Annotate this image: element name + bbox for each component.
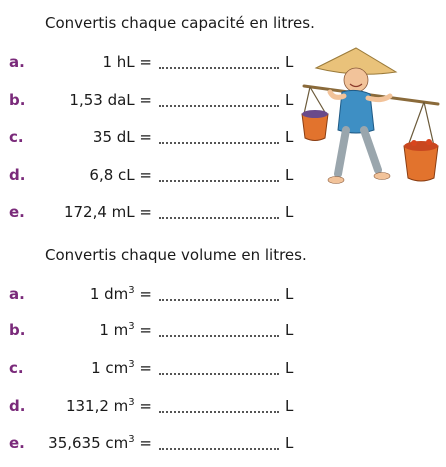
answer-blank[interactable] [159,299,279,301]
item-letter: d. [9,397,26,415]
item-letter: e. [9,434,25,452]
exercise-row-2e [0,434,300,456]
item-letter: a. [9,53,25,71]
exercise-row-1c [0,128,300,150]
item-unit: L [285,128,294,146]
exercise-row-2b [0,321,300,343]
item-unit: L [285,91,294,109]
item-unit: L [285,321,294,339]
item-expression: 1 $dm^3$ = [89,285,152,303]
answer-blank[interactable] [159,411,279,413]
item-unit: L [285,434,294,452]
water-carrier-boy-icon [298,46,442,192]
item-letter: d. [9,166,26,184]
item-expression: 1 $cm^3$ = [91,359,152,377]
instruction-volumes: Convertis chaque volume en litres. [45,246,307,264]
exercise-row-1a [0,53,300,75]
answer-blank[interactable] [159,105,279,107]
answer-blank[interactable] [159,67,279,69]
item-expression: 35,635 $cm^3$ = [48,434,152,452]
exercise-row-2c [0,359,300,381]
item-unit: L [285,203,294,221]
answer-blank[interactable] [159,142,279,144]
exercise-row-2d [0,397,300,419]
item-letter: b. [9,91,26,109]
item-unit: L [285,359,294,377]
item-letter: c. [9,128,24,146]
item-unit: L [285,166,294,184]
item-expression: 1 $m^3$ = [99,321,152,339]
answer-blank[interactable] [159,335,279,337]
answer-blank[interactable] [159,448,279,450]
item-letter: b. [9,321,26,339]
answer-blank[interactable] [159,180,279,182]
item-unit: L [285,285,294,303]
item-letter: c. [9,359,24,377]
item-expression: 35 dL = [92,128,152,146]
item-unit: L [285,53,294,71]
item-expression: 1 hL = [102,53,152,71]
answer-blank[interactable] [159,217,279,219]
exercise-row-1b [0,91,300,113]
answer-blank[interactable] [159,373,279,375]
item-unit: L [285,397,294,415]
exercise-row-2a [0,285,300,307]
item-letter: a. [9,285,25,303]
item-expression: 1,53 daL = [69,91,152,109]
instruction-capacities: Convertis chaque capacité en litres. [45,14,315,32]
exercise-row-1e [0,203,300,225]
item-letter: e. [9,203,25,221]
item-expression: 131,2 $m^3$ = [65,397,152,415]
item-expression: 6,8 cL = [89,166,152,184]
exercise-row-1d [0,166,300,188]
item-expression: 172,4 mL = [63,203,152,221]
